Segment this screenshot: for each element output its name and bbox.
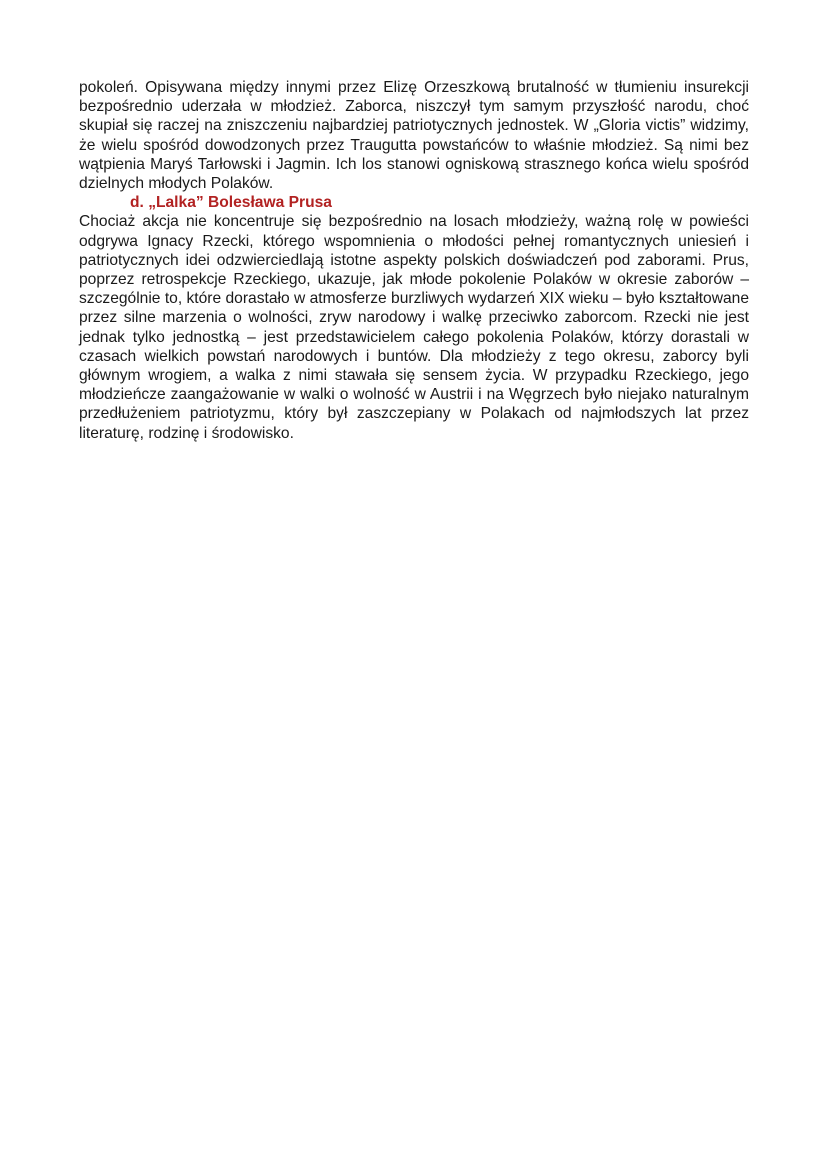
paragraph-lalka: Chociaż akcja nie koncentruje się bezpośrednio na losach młodzieży, ważną rolę w powieści odgrywa Ignacy Rzecki, którego wspomnienia o młodości pełnej romantycznych uniesień i patriotycznych idei odzwierciedlają istotne aspekty polskich doświadczeń pod zaborami. Prus, poprzez retrospekcje Rzeckiego, ukazuje, jak młode pokolenie Polaków w okresie zaborów – szczególnie to, które dorastało w atmosferze burzliwych wydarzeń XIX wieku – było kształtowane przez silne marzenia o wolności, zryw narodowy i walkę przeciwko zaborcom. Rzecki nie jest jednak tylko jednostką – jest przedstawicielem całego pokolenia Polaków, którzy dorastali w czasach wielkich powstań narodowych i buntów. Dla młodzieży z tego okresu, zaborcy byli głównym wrogiem, a walka z nimi stawała się sensem życia. W przypadku Rzeckiego, jego młodzieńcze zaangażowanie w walki o wolność w Austrii i na Węgrzech było niejako naturalnym przedłużeniem patriotyzmu, który był zaszczepiany w Polakach od najmłodszych lat przez literaturę, rodzinę i środowisko.	[79, 213, 749, 442]
document-page	[79, 78, 749, 443]
section-heading-lalka: d. „Lalka” Bolesława Prusa	[130, 194, 332, 212]
paragraph-gloria-victis: pokoleń. Opisywana między innymi przez Elizę Orzeszkową brutalność w tłumieniu insurekcji bezpośrednio uderzała w młodzież. Zaborca, niszczył tym samym przyszłość narodu, choć skupiał się raczej na zniszczeniu najbardziej patriotycznych jednostek. W „Gloria victis” widzimy, że wielu spośród dowodzonych przez Traugutta powstańców to właśnie młodzież. Są nimi bez wątpienia Maryś Tarłowski i Jagmin. Ich los stanowi ogniskową strasznego końca wielu spośród dzielnych młodych Polaków.	[79, 79, 749, 193]
